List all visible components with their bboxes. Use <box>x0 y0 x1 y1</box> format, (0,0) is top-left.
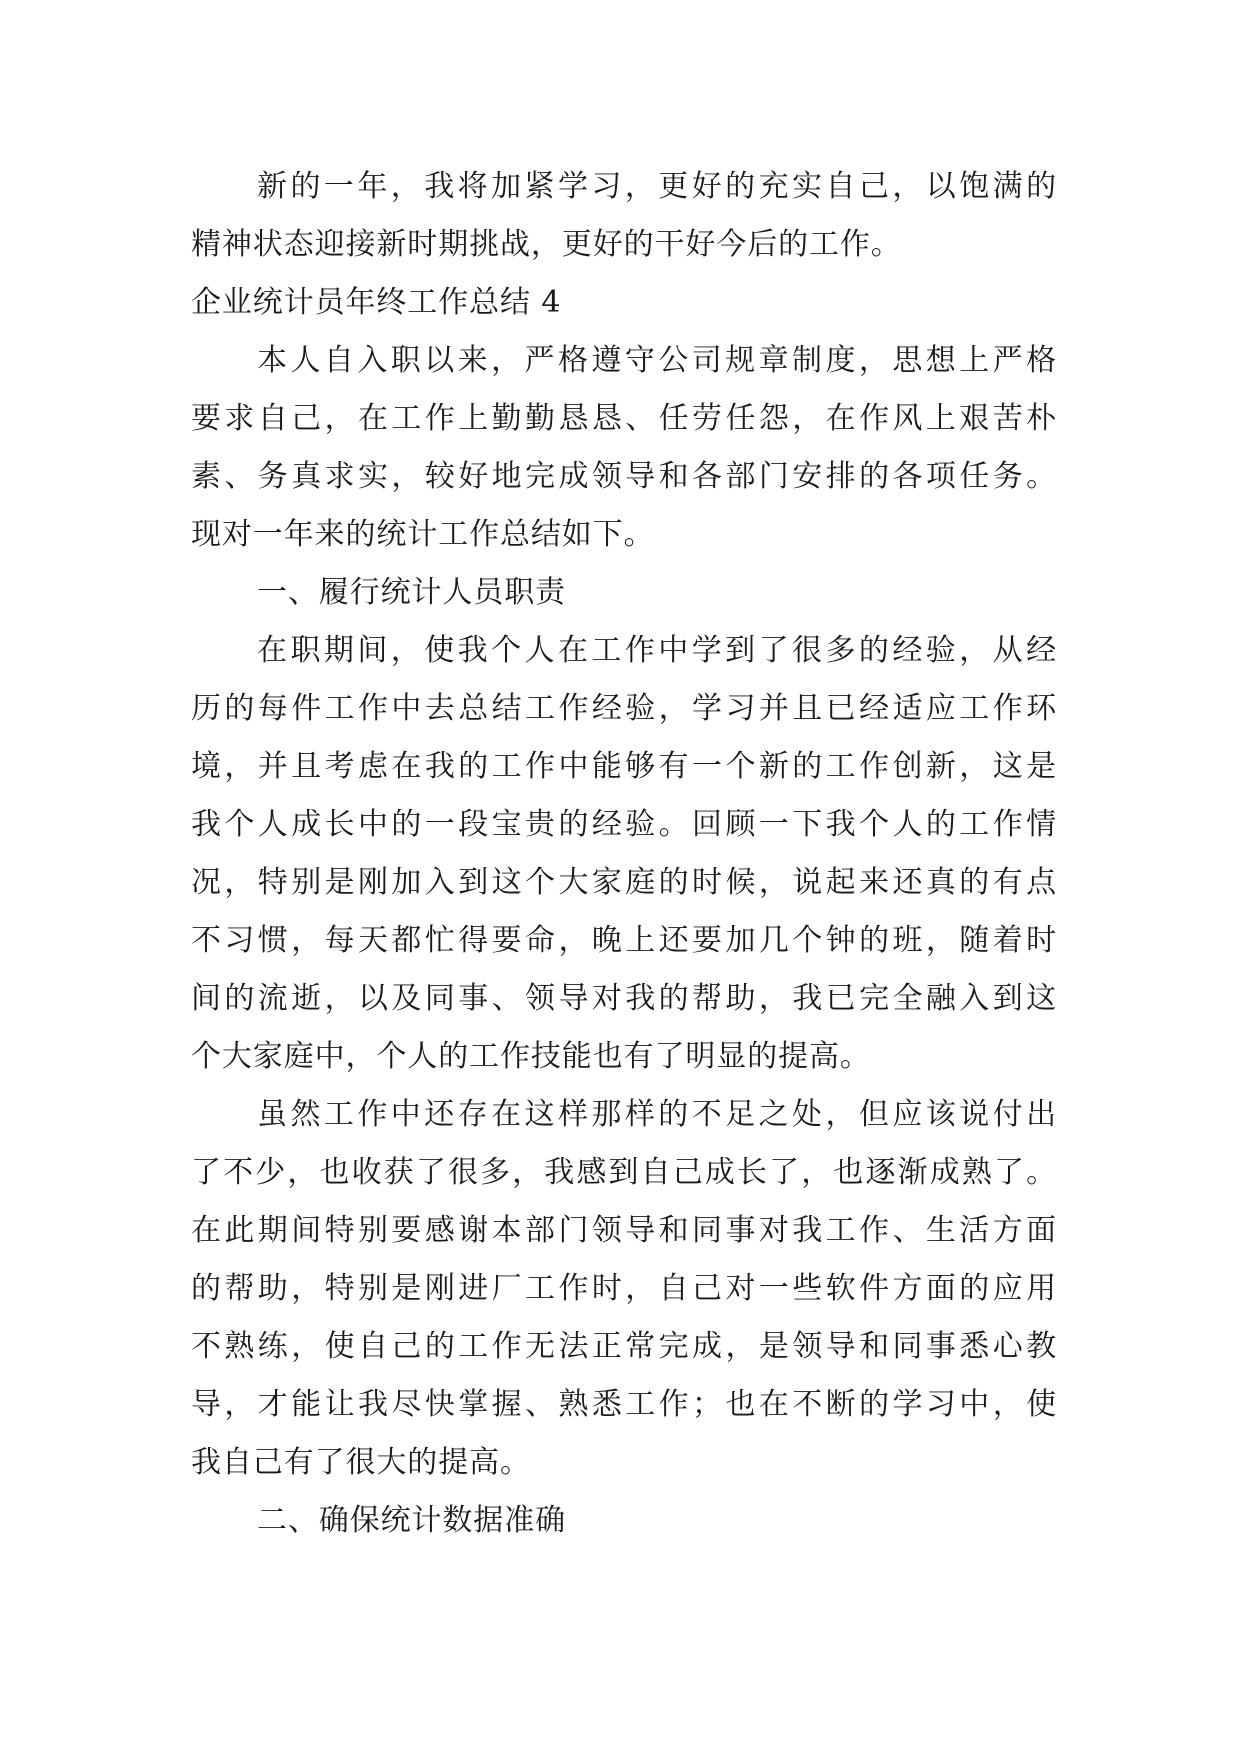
text-line: 本人自入职以来，严格遵守公司规章制度，思想上严格 <box>257 343 1057 378</box>
text-line: 导，才能让我尽快掌握、熟悉工作；也在不断的学习中，使 <box>191 1387 1057 1422</box>
text-line: 我个人成长中的一段宝贵的经验。回顾一下我个人的工作情 <box>191 807 1057 842</box>
paragraph <box>191 332 1057 564</box>
paragraph <box>191 622 1057 1086</box>
text-line: 间的流逝，以及同事、领导对我的帮助，我已完全融入到这 <box>191 981 1057 1016</box>
section-heading-line: 一、履行统计人员职责 <box>257 575 566 610</box>
paragraph <box>191 1086 1057 1492</box>
text-line: 要求自己，在工作上勤勤恳恳、任劳任怨，在作风上艰苦朴 <box>191 401 1057 436</box>
text-line: 个大家庭中，个人的工作技能也有了明显的提高。 <box>191 1039 871 1074</box>
text-line: 精神状态迎接新时期挑战，更好的干好今后的工作。 <box>191 227 902 262</box>
text-line: 虽然工作中还存在这样那样的不足之处，但应该说付出 <box>257 1097 1057 1132</box>
text-line: 的帮助，特别是刚进厂工作时，自己对一些软件方面的应用 <box>191 1271 1057 1306</box>
text-line: 了不少，也收获了很多，我感到自己成长了，也逐渐成熟了。 <box>191 1155 1057 1190</box>
text-line: 新的一年，我将加紧学习，更好的充实自己，以饱满的 <box>257 169 1057 204</box>
text-line: 现对一年来的统计工作总结如下。 <box>191 517 655 552</box>
text-line: 在此期间特别要感谢本部门领导和同事对我工作、生活方面 <box>191 1213 1057 1248</box>
text-line: 不习惯，每天都忙得要命，晚上还要加几个钟的班，随着时 <box>191 923 1057 958</box>
text-line: 境，并且考虑在我的工作中能够有一个新的工作创新，这是 <box>191 749 1057 784</box>
section-heading-line: 二、确保统计数据准确 <box>257 1503 566 1538</box>
text-line: 素、务真求实，较好地完成领导和各部门安排的各项任务。 <box>191 459 1057 494</box>
section-heading <box>191 564 1057 622</box>
title-line: 企业统计员年终工作总结 4 <box>191 285 562 320</box>
text-line: 况，特别是刚加入到这个大家庭的时候，说起来还真的有点 <box>191 865 1057 900</box>
paragraph-intro <box>191 158 1057 274</box>
text-line: 不熟练，使自己的工作无法正常完成，是领导和同事悉心教 <box>191 1329 1057 1364</box>
document-title <box>191 274 1057 332</box>
text-line: 在职期间，使我个人在工作中学到了很多的经验，从经 <box>257 633 1057 668</box>
text-line: 历的每件工作中去总结工作经验，学习并且已经适应工作环 <box>191 691 1057 726</box>
section-heading <box>191 1492 1057 1550</box>
text-line: 我自己有了很大的提高。 <box>191 1445 531 1480</box>
document-body <box>191 158 1057 1550</box>
